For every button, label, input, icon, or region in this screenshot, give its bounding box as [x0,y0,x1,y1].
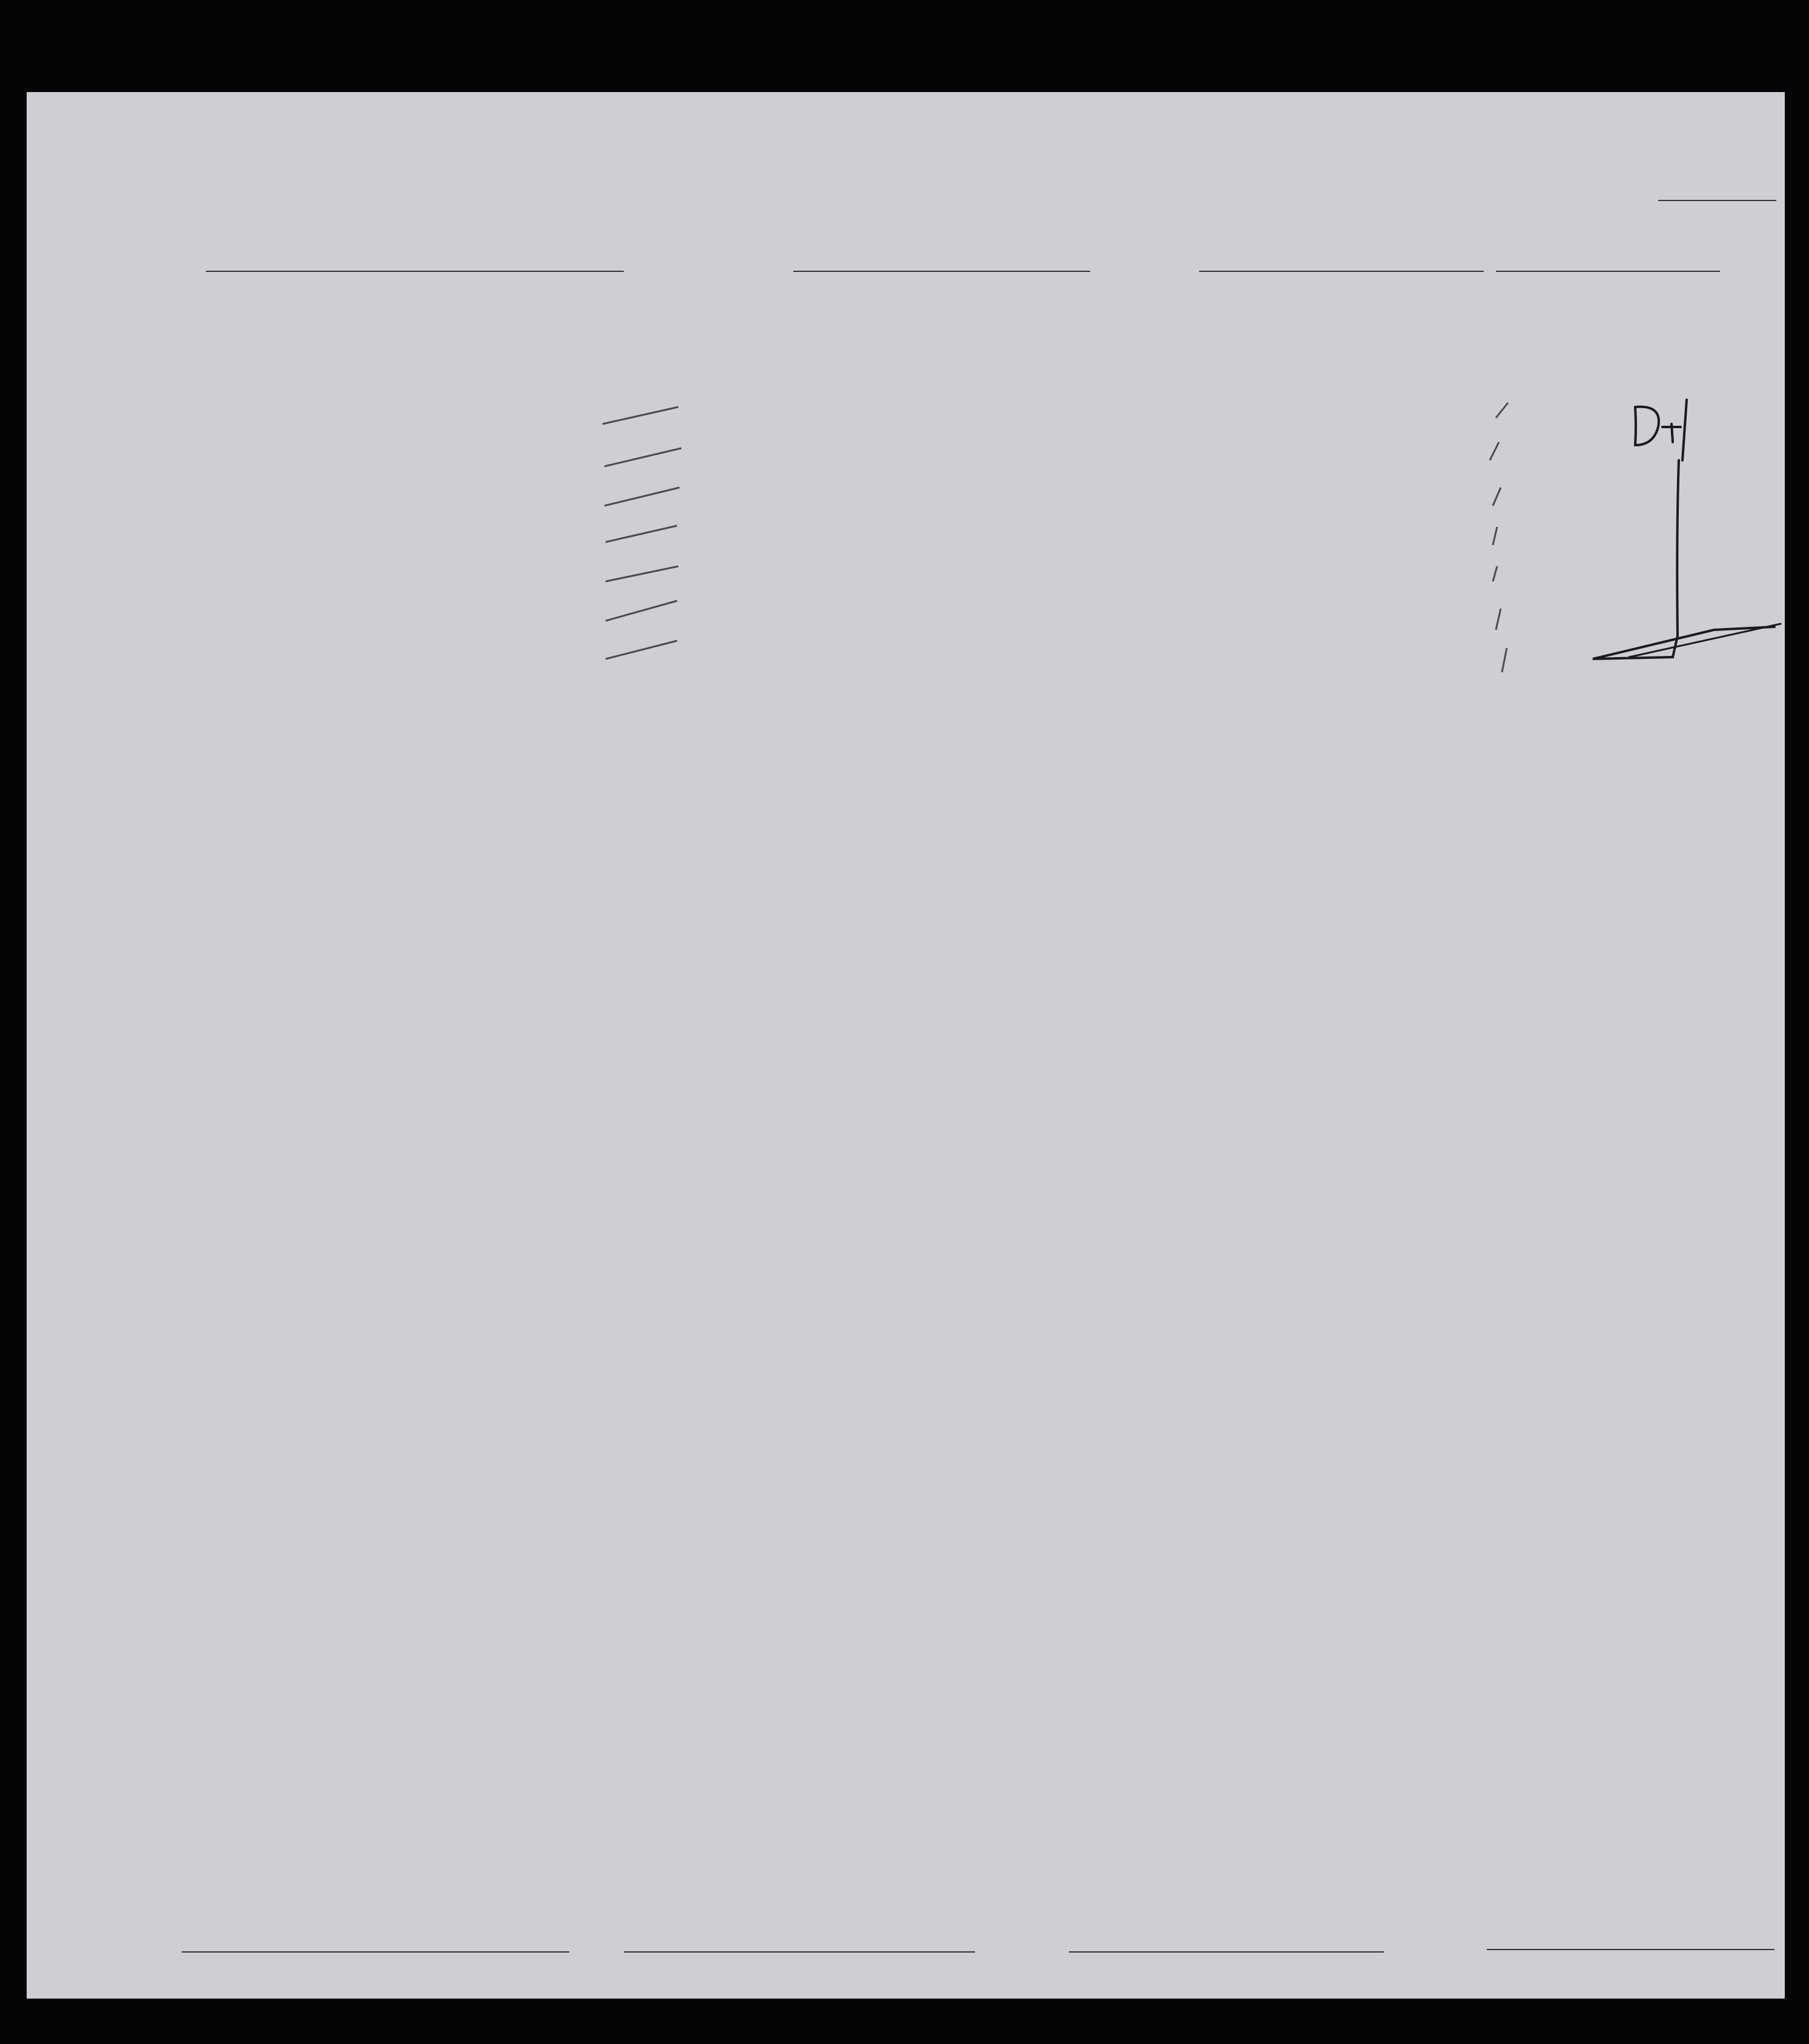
agents-underline [1069,1951,1384,1953]
officer-underline [1487,1949,1774,1950]
line-underline [182,1951,569,1953]
owners-underline [624,1951,975,1953]
